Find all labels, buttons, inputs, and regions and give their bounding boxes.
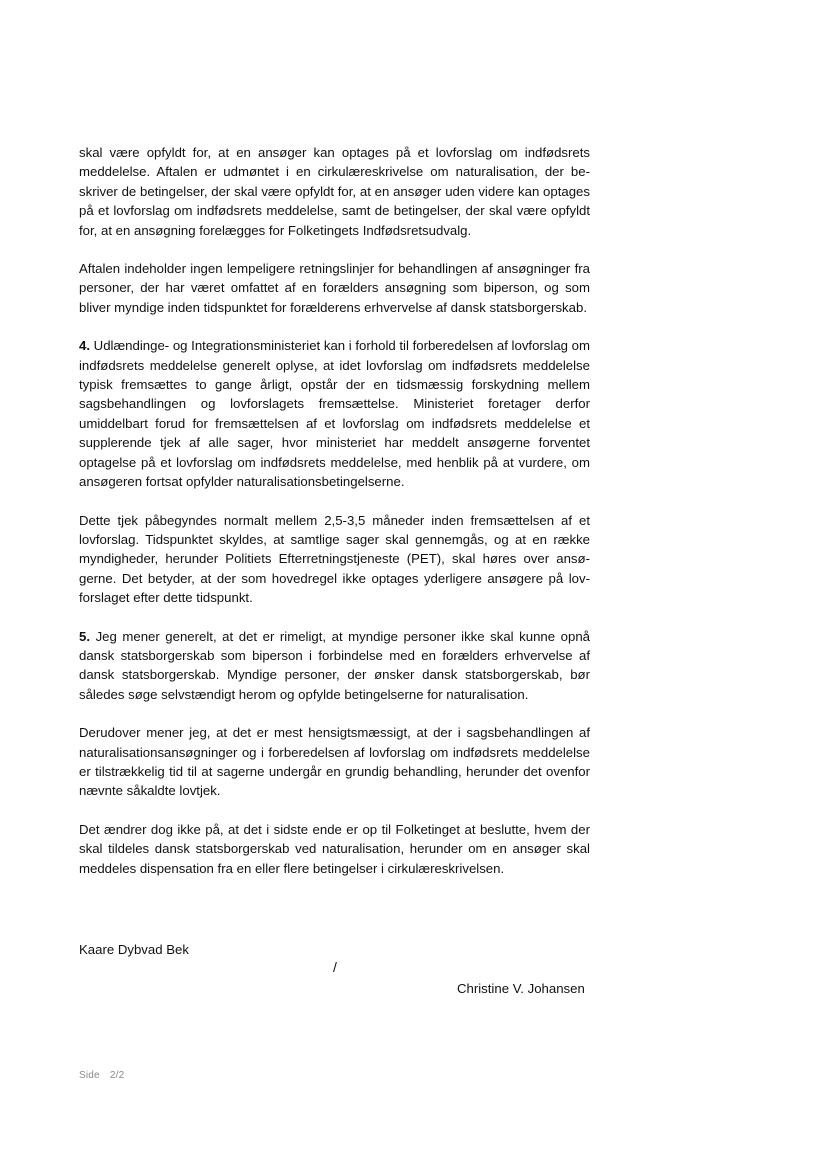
page-number: 2/2	[109, 1070, 125, 1081]
paragraph-number: 4.	[79, 338, 90, 354]
signature-official: Christine V. Johansen	[457, 981, 585, 996]
footer-label: Side	[79, 1070, 100, 1081]
paragraph-7	[79, 820, 590, 878]
paragraph-3	[79, 336, 590, 491]
signature-separator: /	[333, 959, 337, 975]
paragraph-number: 5.	[79, 628, 90, 644]
page-footer	[79, 1070, 124, 1081]
paragraph-text: Det ændrer dog ikke på, at det i sidste ende er op til Folketinget at beslutte, hvem der skal tildeles dansk statsborgerskab ved naturalisation, herunder om en ansøger skal meddeles dispensation fra en eller flere betingelser i cirkulæreskrivelsen.	[79, 821, 590, 876]
paragraph-1	[79, 143, 590, 240]
paragraph-text: Aftalen indeholder ingen lempeligere retningslinjer for behandlingen af ansøgninger fra personer, der har været omfattet af en forælders ansøgning som biperson, og som bliver myndige inden tidspunktet for forælderens erhvervelse af dansk statsborgerskab.	[79, 261, 590, 315]
paragraph-6	[79, 723, 590, 801]
paragraph-text: Dette tjek påbegyndes normalt mellem 2,5-3,5 måneder inden fremsættelsen af et lovforslag. Tidspunktet skyldes, at samtlige sager skal gennemgås, og at en række myndigheder, herunder Politiets Efterretningstjeneste (PET), skal høres over ansøgerne. Det betyder, at der som hovedregel ikke optages yderligere ansøgere på lovforslaget efter dette tidspunkt.	[79, 512, 590, 606]
paragraph-text: Jeg mener generelt, at det er rimeligt, at myndige personer ikke skal kunne opnå dansk statsborgerskab som biperson i forbindelse med en forælders erhvervelse af dansk statsborgerskab. Myndige personer, der ønsker dansk statsborgerskab, bør således søge selvstændigt herom og opfylde betingelserne for naturalisation.	[79, 628, 590, 702]
signature-minister: Kaare Dybvad Bek	[79, 942, 189, 957]
paragraph-2	[79, 259, 590, 317]
paragraph-4	[79, 511, 590, 608]
paragraph-5	[79, 627, 590, 705]
paragraph-text: skal være opfyldt for, at en ansøger kan optages på et lovforslag om indfødsrets meddelelse. Aftalen er udmøntet i en cirkulæreskrivelse om naturalisation, der beskriver de betingelser, der skal være opfyldt for, at en ansøger uden videre kan optages på et lovforslag om indfødsrets meddelelse, samt de betingelser, der skal være opfyldt for, at en ansøgning forelægges for Folketingets Indfødsretsudvalg.	[79, 145, 590, 238]
paragraph-text: Derudover mener jeg, at det er mest hensigtsmæssigt, at der i sagsbehandlingen af naturalisationsansøgninger og i forberedelsen af lovforslag om indfødsrets meddelelse er tilstrækkelig tid til at sagerne undergår en grundig behandling, herunder det ovenfor nævnte såkaldte lovtjek.	[79, 725, 590, 799]
document-body	[79, 143, 590, 897]
paragraph-text: Udlændinge- og Integrationsministeriet kan i forhold til forberedelsen af lovforslag om indfødsrets meddelelse generelt oplyse, at idet lovforslag om indfødsrets meddelelse typisk fremsættes to gange årligt, opstår der en tidsmæssig forskydning mellem sagsbehandlingen og lovforslagets fremsættelse. Ministeriet foretager derfor umiddelbart forud for fremsættelsen af et lovforslag om indfødsrets meddelelse et supplerende tjek af alle sager, hvor ministeriet har meddelt ansøgerne forventet optagelse på et lovforslag om indfødsrets meddelelse, med henblik på at vurdere, om ansøgeren fortsat opfylder naturalisationsbetingelserne.	[79, 338, 590, 490]
